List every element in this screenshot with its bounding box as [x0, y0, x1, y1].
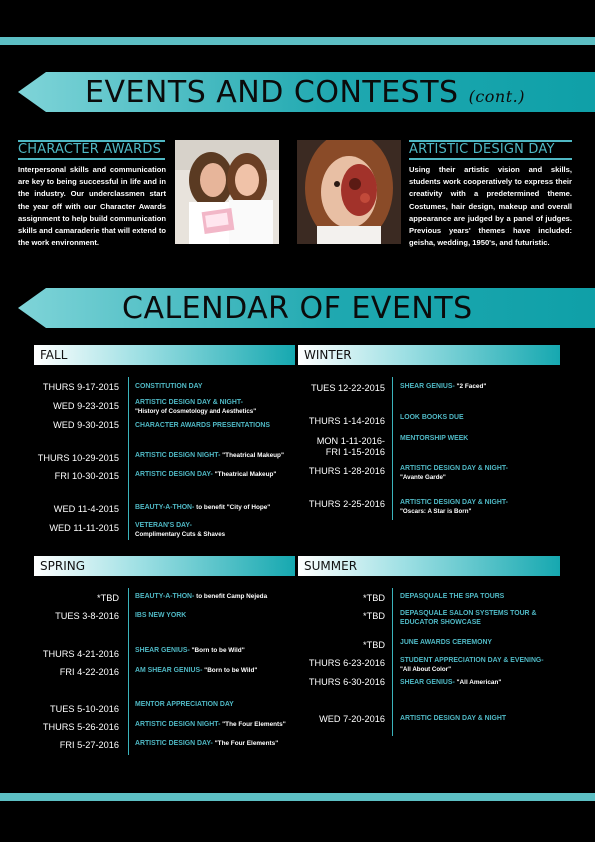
- fall-date: THURS 9-17-2015: [42, 382, 119, 392]
- fall-divider: [128, 377, 129, 540]
- summer-date: THURS 6-23-2016: [308, 658, 385, 668]
- spring-event: MENTOR APPRECIATION DAY: [135, 701, 234, 708]
- bottom-stripe: [0, 793, 595, 801]
- summer-event: ARTISTIC DESIGN DAY & NIGHT: [400, 715, 507, 722]
- summer-date: *TBD: [363, 640, 385, 650]
- winter-date: THURS 1-28-2016: [308, 466, 385, 476]
- spring-event: ARTISTIC DESIGN NIGHT- "The Four Elements": [135, 721, 286, 728]
- cont-label: (cont.): [468, 87, 525, 106]
- fall-date: WED 11-11-2015: [49, 523, 119, 533]
- summer-event: DEPASQUALE SALON SYSTEMS TOUR & EDUCATOR SHOWCASE: [400, 610, 537, 626]
- artistic-design-title: ARTISTIC DESIGN DAY: [409, 140, 572, 160]
- spring-event: AM SHEAR GENIUS- "Born to be Wild": [135, 667, 258, 674]
- winter-date: MON 1-11-2016- FRI 1-15-2016: [316, 436, 385, 457]
- summer-event: STUDENT APPRECIATION DAY & EVENING- "All About Color": [400, 657, 544, 673]
- fall-event: BEAUTY-A-THON- to benefit "City of Hope": [135, 504, 271, 511]
- spring-date: FRI 4-22-2016: [59, 667, 119, 677]
- spring-date: TUES 5-10-2016: [50, 704, 119, 714]
- fall-date: WED 9-23-2015: [53, 401, 119, 411]
- fall-date: WED 9-30-2015: [53, 420, 119, 430]
- winter-divider: [392, 377, 393, 520]
- fall-date: WED 11-4-2015: [53, 504, 119, 514]
- spring-event: ARTISTIC DESIGN DAY- "The Four Elements": [135, 740, 279, 747]
- summer-date: WED 7-20-2016: [319, 714, 385, 724]
- fall-header: FALL: [34, 345, 295, 365]
- spring-date: TUES 3-8-2016: [55, 611, 119, 621]
- spring-event: SHEAR GENIUS- "Born to be Wild": [135, 647, 245, 654]
- character-awards-text: Interpersonal skills and communication are key to being successful in life and in the industry. Our underclassmen start the year off with our Character Awards assignment to help build communication skills and camaraderie that will extend to the work environment.: [18, 165, 166, 248]
- character-awards-title: CHARACTER AWARDS: [18, 140, 165, 160]
- winter-event: SHEAR GENIUS- "2 Faced": [400, 383, 487, 390]
- events-title: EVENTS AND CONTESTS (cont.): [85, 75, 525, 110]
- winter-header: WINTER: [298, 345, 560, 365]
- fall-event: ARTISTIC DESIGN DAY & NIGHT- "History of Cosmetology and Aesthetics": [135, 399, 257, 415]
- fall-date: FRI 10-30-2015: [54, 471, 119, 481]
- character-awards-photo: [175, 140, 279, 244]
- spring-date: THURS 5-26-2016: [42, 722, 119, 732]
- winter-event: ARTISTIC DESIGN DAY & NIGHT- "Avante Garde": [400, 465, 508, 481]
- spring-date: THURS 4-21-2016: [42, 649, 119, 659]
- top-stripe: [0, 37, 595, 45]
- spring-event: IBS NEW YORK: [135, 612, 187, 619]
- winter-event: ARTISTIC DESIGN DAY & NIGHT- "Oscars: A Star is Born": [400, 499, 508, 515]
- winter-event: MENTORSHIP WEEK: [400, 435, 469, 442]
- summer-header: SUMMER: [298, 556, 560, 576]
- artistic-design-photo: [297, 140, 401, 244]
- spring-header: SPRING: [34, 556, 295, 576]
- summer-event: JUNE AWARDS CEREMONY: [400, 639, 493, 646]
- summer-date: THURS 6-30-2016: [308, 677, 385, 687]
- fall-event: CONSTITUTION DAY: [135, 383, 203, 390]
- winter-event: LOOK BOOKS DUE: [400, 414, 464, 421]
- summer-date: *TBD: [363, 593, 385, 603]
- fall-event: CHARACTER AWARDS PRESENTATIONS: [135, 422, 271, 429]
- fall-date: THURS 10-29-2015: [37, 453, 119, 463]
- summer-event: SHEAR GENIUS- "All American": [400, 679, 502, 686]
- winter-date: TUES 12-22-2015: [310, 383, 385, 393]
- summer-event: DEPASQUALE THE SPA TOURS: [400, 593, 505, 600]
- summer-date: *TBD: [363, 611, 385, 621]
- fall-event: ARTISTIC DESIGN DAY- "Theatrical Makeup": [135, 471, 277, 478]
- summer-divider: [392, 588, 393, 736]
- fall-event: VETERAN'S DAY- Complimentary Cuts & Shaves: [135, 522, 226, 538]
- winter-date: THURS 1-14-2016: [308, 416, 385, 426]
- spring-event: BEAUTY-A-THON- to benefit Camp Nejeda: [135, 593, 268, 600]
- calendar-title: CALENDAR OF EVENTS: [122, 291, 473, 326]
- artistic-design-text: Using their artistic vision and skills, students work cooperatively to express their creativity with a predetermined theme. Costumes, hair design, makeup and overall appearance are judged by a panel of judges. Previous years' themes have included: geisha, wedding, 1950's, and futuristic.: [409, 165, 572, 248]
- spring-date: *TBD: [97, 593, 119, 603]
- fall-event: ARTISTIC DESIGN NIGHT- "Theatrical Makeup": [135, 452, 284, 459]
- winter-date: THURS 2-25-2016: [308, 499, 385, 509]
- spring-divider: [128, 588, 129, 755]
- spring-date: FRI 5-27-2016: [59, 740, 119, 750]
